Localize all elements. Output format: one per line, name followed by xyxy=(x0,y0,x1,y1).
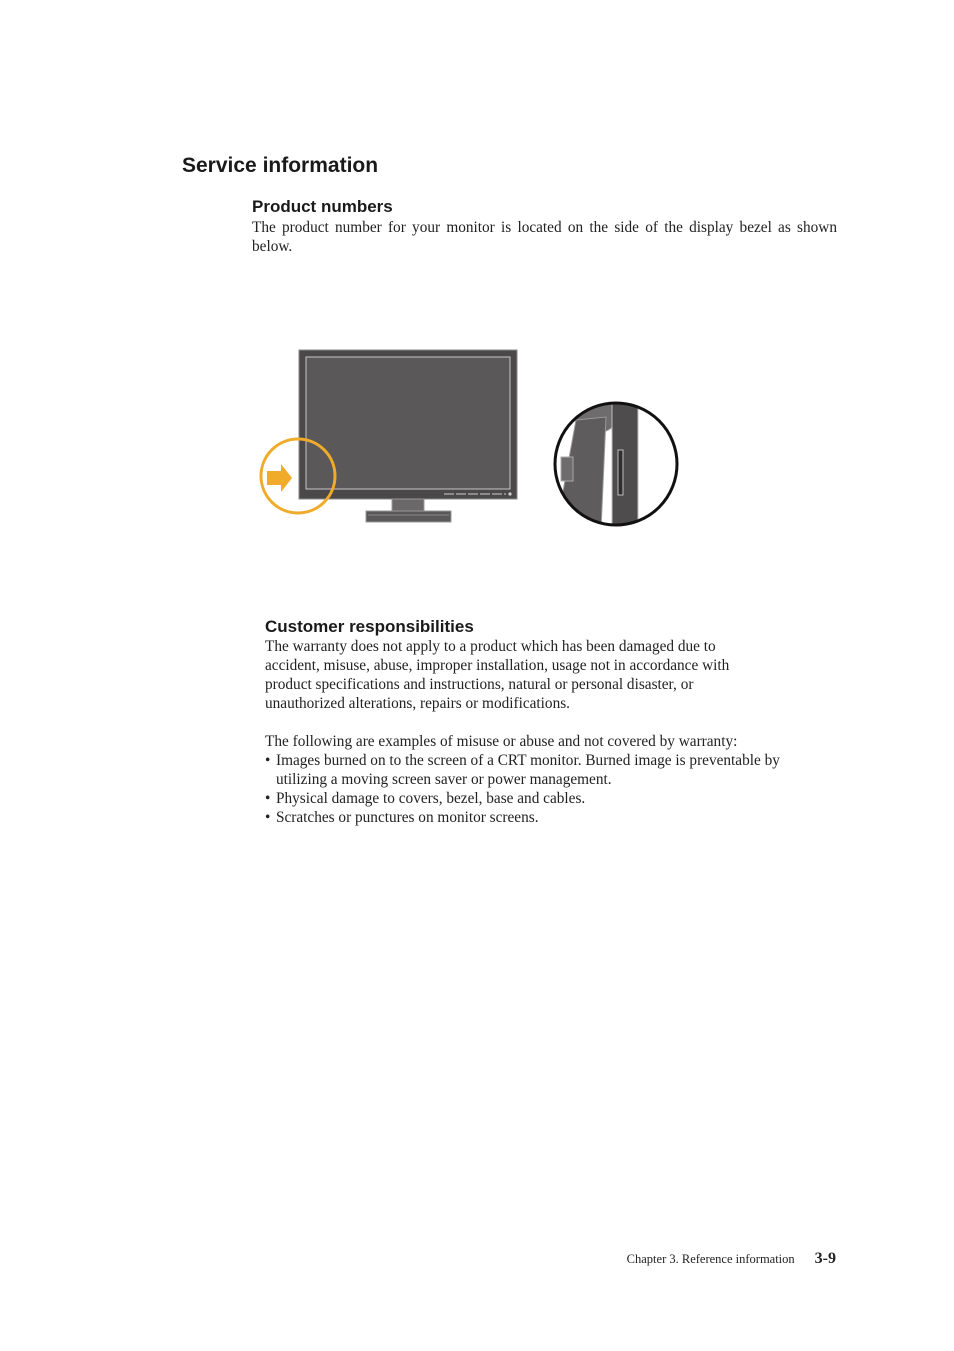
misuse-list xyxy=(265,751,825,827)
warranty-line: accident, misuse, abuse, improper installation, usage not in accordance with xyxy=(265,657,730,674)
warranty-line: product specifications and instructions, natural or personal disaster, or xyxy=(265,676,694,693)
footer-chapter: Chapter 3. Reference information xyxy=(626,1252,795,1266)
page-footer xyxy=(627,1250,836,1268)
warranty-line: The warranty does not apply to a product which has been damaged due to xyxy=(265,638,716,655)
page-number: 3-9 xyxy=(814,1250,836,1267)
customer-responsibilities-heading: Customer responsibilities xyxy=(265,617,474,636)
warranty-line: unauthorized alterations, repairs or modifications. xyxy=(265,695,570,712)
section-title: Service information xyxy=(182,154,379,177)
list-item xyxy=(265,751,814,789)
list-item xyxy=(265,808,825,827)
monitor-side-detail-icon xyxy=(552,397,682,530)
bullet-icon: • xyxy=(265,790,271,807)
arrow-right-icon xyxy=(267,464,292,492)
list-item xyxy=(265,789,825,808)
monitor-front-icon xyxy=(299,350,517,522)
product-numbers-text: The product number for your monitor is located on the side of the display bezel as shown below. xyxy=(252,219,837,255)
list-item-text: Physical damage to covers, bezel, base and cables. xyxy=(276,790,586,807)
bullet-icon: • xyxy=(265,752,271,769)
list-item-text: Images burned on to the screen of a CRT monitor. Burned image is preventable by utilizing a moving screen saver or power management. xyxy=(276,752,780,788)
product-numbers-heading: Product numbers xyxy=(252,197,393,216)
monitor-figure xyxy=(256,345,686,535)
misuse-intro: The following are examples of misuse or abuse and not covered by warranty: xyxy=(265,733,738,750)
list-item-text: Scratches or punctures on monitor screens. xyxy=(276,809,539,826)
bullet-icon: • xyxy=(265,809,271,826)
